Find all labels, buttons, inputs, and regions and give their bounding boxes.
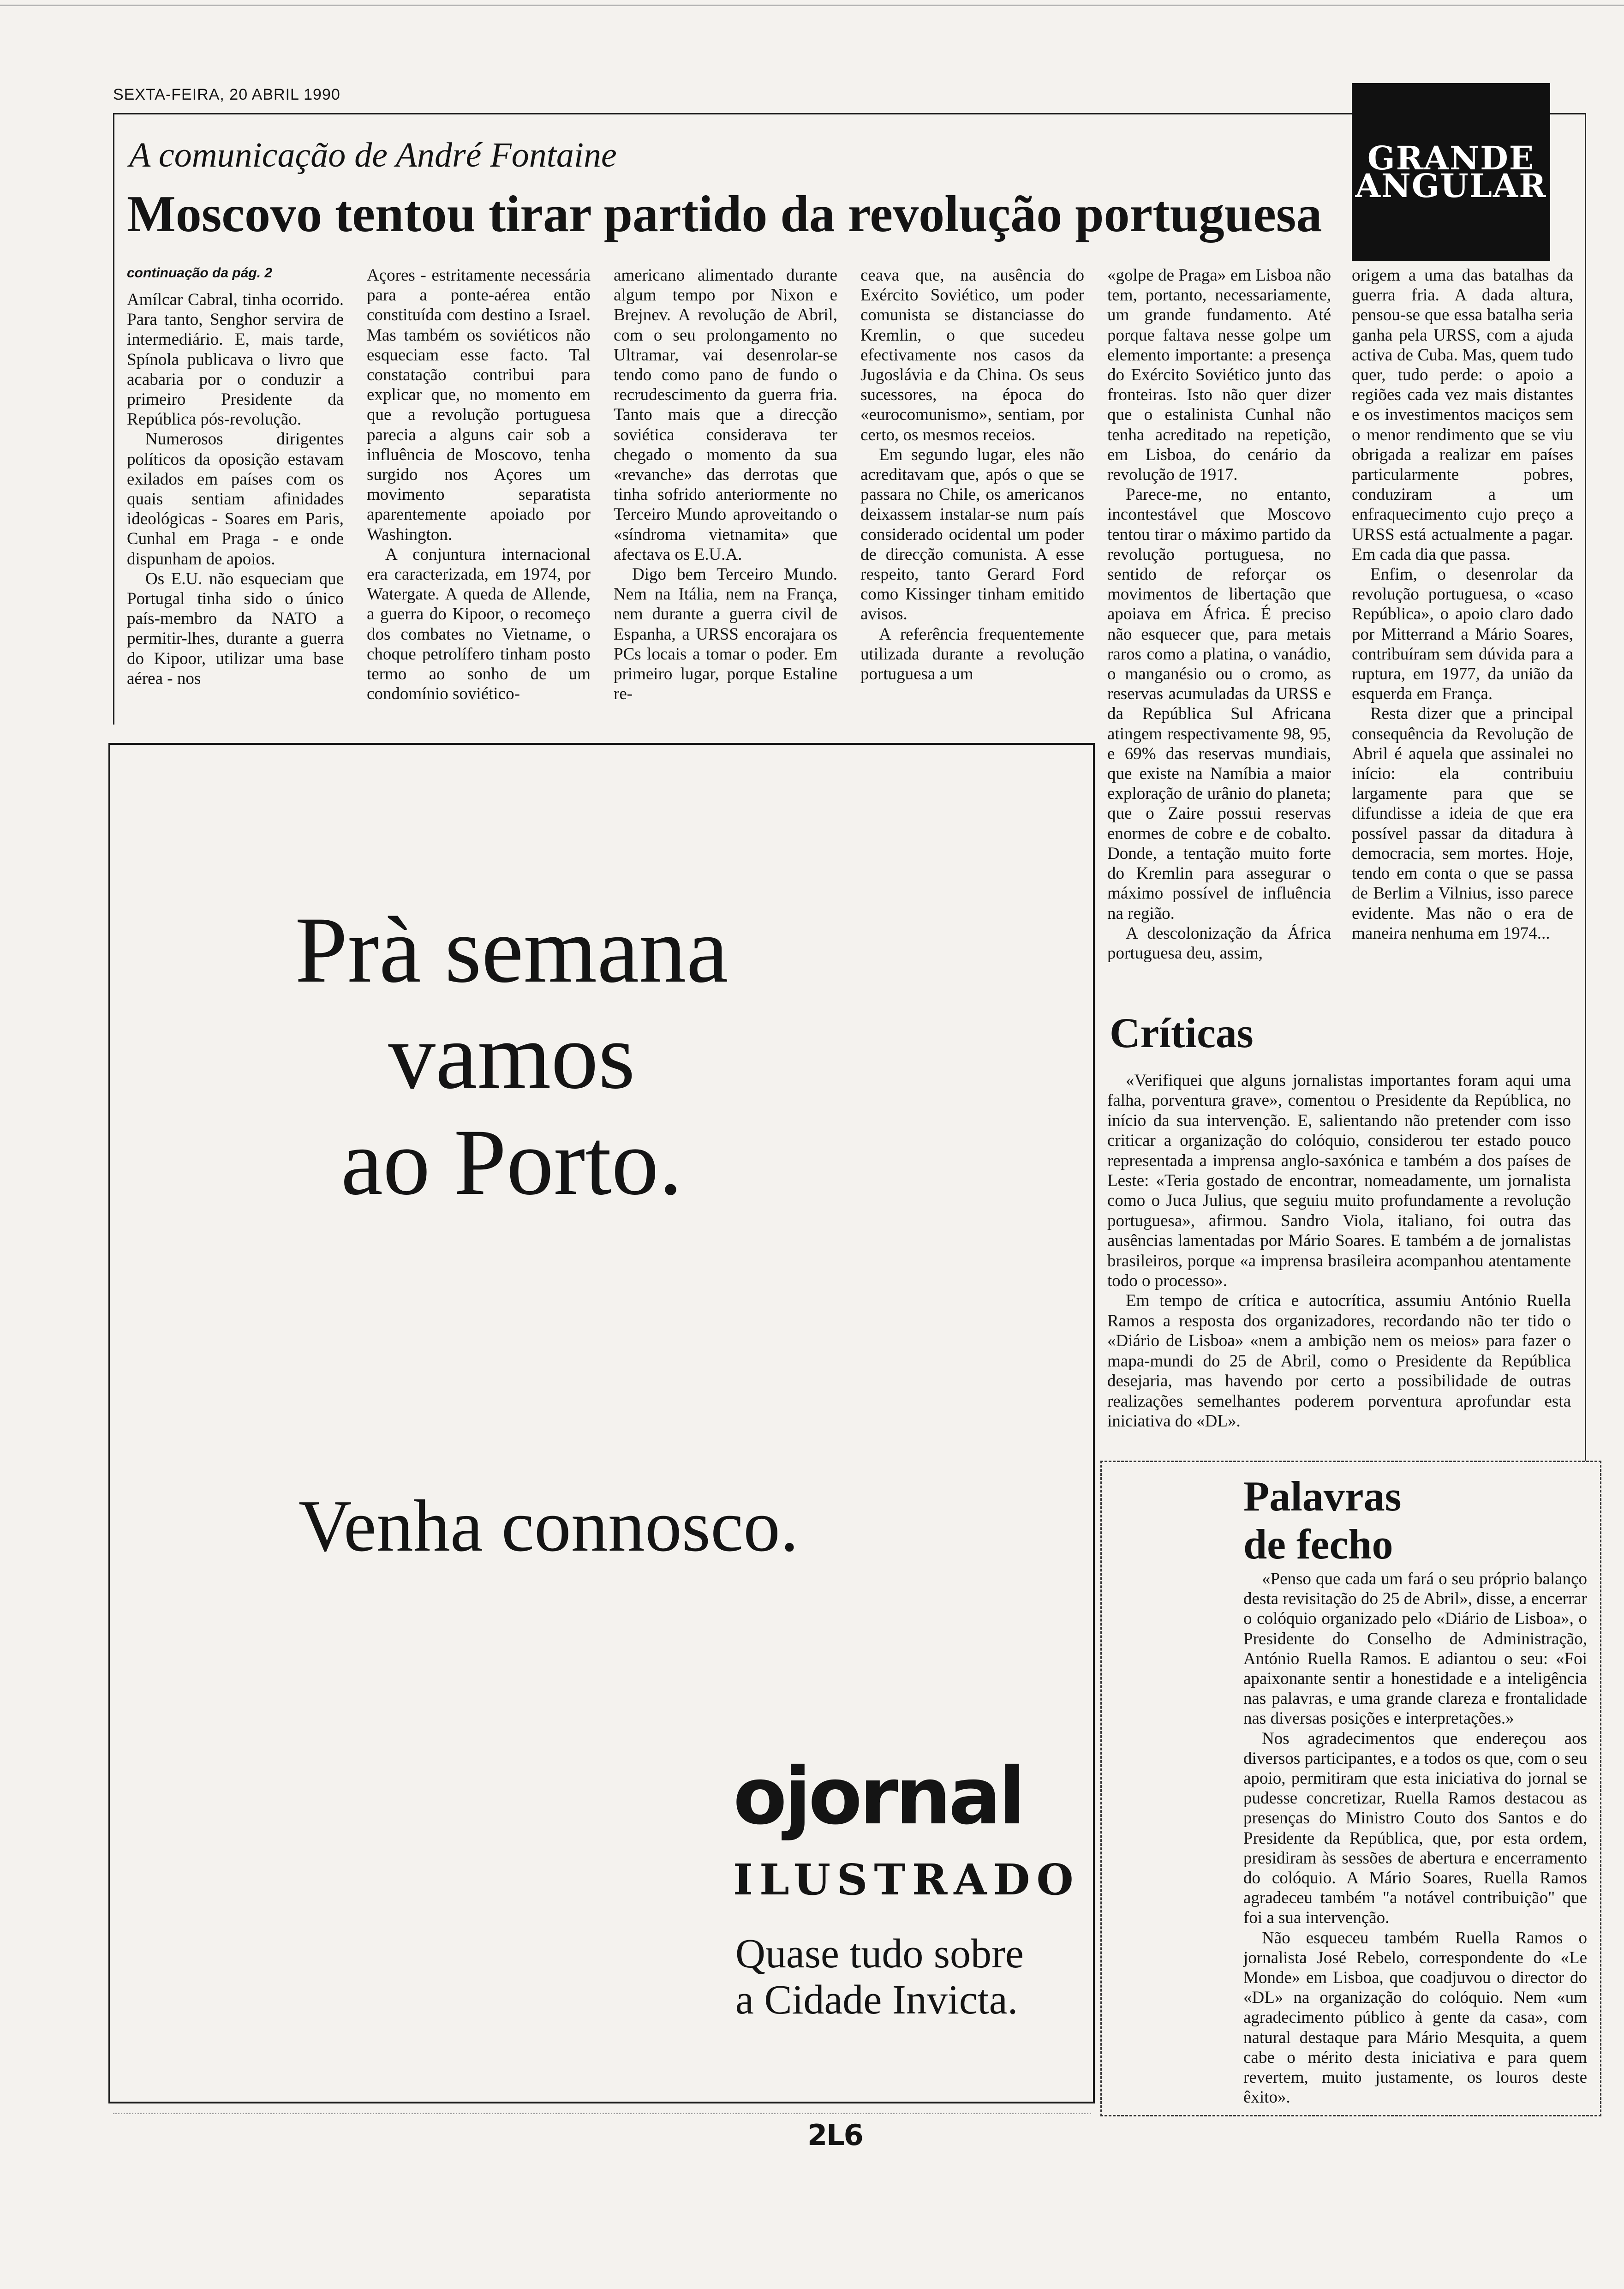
ad-logo-subtitle: ILUSTRADO [733, 1855, 1080, 1905]
criticas-heading: Críticas [1110, 1009, 1254, 1056]
article-column-1 [127, 290, 344, 689]
paragraph: americano alimentado durante algum tempo por Nixon e Brejnev. A revolução de Abril, com o seu prolongamento no Ultramar, vai desenrolar-se tendo como pano de fundo o recrudescimento da guerra fria. Tanto mais que a direcção soviética considerava ter chegado o momento da sua «revanche» das derrotas que tinha sofrido anteriormente no Terceiro Mundo aproveitando o «síndroma vietnamita» que afectava os E.U.A. [614, 266, 837, 564]
paragraph: Amílcar Cabral, tinha ocorrido. Para tanto, Senghor servira de intermediário. E, mais tarde, Spínola publicava o livro que acabaria por o conduzir a primeiro Presidente da República pós-revolução. [127, 290, 344, 429]
dateline: SEXTA-FEIRA, 20 ABRIL 1990 [113, 86, 340, 103]
paragraph: Numerosos dirigentes políticos da oposição estavam exilados em países com os quais sentiam afinidades ideológicas - Soares em Paris, Cunhal em Praga - e onde dispunham de apoios. [127, 430, 344, 569]
ad-tagline-line-2: a Cidade Invicta. [735, 1977, 1018, 2023]
ad-tagline [735, 1931, 1086, 2023]
paragraph: Em segundo lugar, eles não acreditavam que, após o que se passara no Chile, os americanos deixassem instalar-se num país considerado ocidental um poder de direcção comunista. A esse respeito, tanto Gerard Ford como Kissinger tinham emitido avisos. [860, 445, 1084, 624]
paragraph: Os E.U. não esqueciam que Portugal tinha sido o único país-membro da NATO a permitir-lhes, durante a guerra do Kipoor, utilizar uma base aérea - nos [127, 569, 344, 688]
article-headline: Moscovo tentou tirar partido da revolução portuguesa [127, 186, 1322, 243]
paragraph: «golpe de Praga» em Lisboa não tem, portanto, necessariamente, um grande fundamento. Até porque faltava nesse golpe um elemento importante: a presença do Exército Soviético junto das fronteiras. Isto não quer dizer que o estalinista Cunhal não tenha acreditado na repetição, em Lisboa, do cenário da revolução de 1917. [1107, 266, 1331, 485]
continuation-note: continuação da pág. 2 [127, 265, 273, 281]
paragraph: A conjuntura internacional era caracterizada, em 1974, por Watergate. A queda de Allende, a guerra do Kipoor, o recomeço dos combates no Vietname, o choque petrolífero tinham posto termo ao sonho de um condomínio soviético- [367, 545, 591, 704]
paragraph: origem a uma das batalhas da guerra fria. A dada altura, pensou-se que essa batalha seria ganha pela URSS, com a ajuda activa de Cuba. Mas, quem tudo quer, tudo perde: o apoio a regiões cada vez mais distantes e os investimentos maciços sem o menor rendimento que se viu obrigada a realizar em países particularmente pobres, conduziram a um enfraquecimento cujo preço a URSS está actualmente a pagar. Em cada dia que passa. [1352, 266, 1573, 564]
criticas-body [1107, 1071, 1571, 1431]
article-column-3 [614, 265, 837, 704]
paragraph: Digo bem Terceiro Mundo. Nem na Itália, nem na França, nem durante a guerra civil de Espanha, a URSS encorajara os PCs locais a tomar o poder. Em primeiro lugar, porque Estaline re- [614, 565, 837, 704]
grande-angular-badge [1352, 83, 1550, 261]
article-column-6 [1352, 265, 1573, 943]
ad-headline-line-3: ao Porto. [340, 1110, 683, 1215]
ad-headline [115, 897, 908, 1216]
ad-subline: Venha connosco. [298, 1485, 799, 1567]
advertisement [108, 743, 1095, 2103]
paragraph: ceava que, na ausência do Exército Soviético, um poder comunista se distanciasse do Kremlin, o que sucedeu efectivamente nos casos da Jugoslávia e da China. Os seus sucessores, na época do «eurocomunismo», sentiam, por certo, os mesmos receios. [860, 266, 1084, 444]
top-rule [0, 5, 1624, 6]
paragraph: Enfim, o desenrolar da revolução portuguesa, o «caso República», o apoio claro dado por Mitterrand a Mário Soares, contribuíram sem dúvida para a ruptura, em 1977, da união da esquerda em França. [1352, 565, 1573, 704]
article-frame-right-rule [1585, 113, 1586, 1461]
ad-headline-line-2: vamos [388, 1004, 635, 1109]
paragraph: A referência frequentemente utilizada durante a revolução portuguesa a um [860, 624, 1084, 684]
badge-line-2: ANGULAR [1355, 166, 1547, 205]
footer-rule [113, 2113, 1091, 2114]
paragraph: «Penso que cada um fará o seu próprio balanço desta revisitação do 25 de Abril», disse, a encerrar o colóquio organizado pelo «Diário de Lisboa», o Presidente do Conselho de Administração, António Ruella Ramos. E adiantou o seu: «Foi apaixonante sentir a honestidade e a inteligência nas palavras, e uma grande clareza e frontalidade nas diversas posições e interpretações.» [1243, 1570, 1587, 1728]
ad-logo: ojornal [733, 1751, 1023, 1842]
fecho-heading-line-1: Palavras [1243, 1473, 1402, 1520]
paragraph: Resta dizer que a principal consequência da Revolução de Abril é aquela que assinalei no início: ela contribuiu largamente para que se difundisse a ideia de que era possível passar da ditadura à democracia, sem mortes. Hoje, tendo em conta o que se passa de Berlim a Vilnius, isso parece evidente. Mas não o era de maneira nenhuma em 1974... [1352, 704, 1573, 943]
ad-tagline-line-1: Quase tudo sobre [735, 1931, 1024, 1977]
paragraph: A descolonização da África portuguesa deu, assim, [1107, 923, 1331, 963]
article-kicker: A comunicação de André Fontaine [129, 136, 617, 174]
fecho-body [1243, 1569, 1587, 2107]
fecho-heading [1243, 1472, 1401, 1568]
article-column-5 [1107, 265, 1331, 963]
paragraph: Açores - estritamente necessária para a ponte-aérea então constituída com destino a Israel. Mas também os soviéticos não esqueciam esse facto. Tal constatação contribui para explicar que, no momento em que a revolução portuguesa parecia a alguns cair sob a influência de Moscovo, tenha surgido nos Açores um movimento separatista aparentemente apoiado por Washington. [367, 266, 591, 544]
article-column-4 [860, 265, 1084, 684]
paragraph: Não esqueceu também Ruella Ramos o jornalista José Rebelo, correspondente do «Le Monde» em Lisboa, que coadjuvou o director do «DL» na organização do colóquio. Nem «um agradecimento público à gente da casa», com natural destaque para Mário Mesquita, a quem cabe o mérito desta iniciativa e para quem revertem, muito justamente, os louros deste êxito». [1243, 1928, 1587, 2107]
paragraph: «Verifiquei que alguns jornalistas importantes foram aqui uma falha, porventura grave», comentou o Presidente da República, no início da sua intervenção. E, salientando não pretender com isso criticar a organização do colóquio, considerou ter estado pouco representada a imprensa anglo-saxónica e também a dos países de Leste: «Teria gostado de encontrar, nomeadamente, um jornalista como o Juca Julius, que seguiu muito profundamente a revolução portuguesa», afirmou. Sandro Viola, italiano, foi outra das ausências lamentadas por Mário Soares. E também a de jornalistas brasileiros, porque «a imprensa brasileira acompanhou atentamente todo o processo». [1107, 1071, 1571, 1291]
badge-line-1: GRANDE [1367, 139, 1535, 177]
article-column-2 [367, 265, 591, 704]
fecho-heading-line-2: de fecho [1243, 1521, 1393, 1568]
ad-headline-line-1: Prà semana [295, 898, 728, 1002]
page-number: 2L6 [807, 2118, 863, 2152]
paragraph: Em tempo de crítica e autocrítica, assumiu António Ruella Ramos a resposta dos organizadores, recordando não ter tido o «Diário de Lisboa» «nem a ambição nem os meios» para fazer o mapa-mundi do 25 de Abril, como o Presidente da República desejaria, mas havendo por certo a possibilidade de outras realizações semelhantes poderem porventura aprofundar esta iniciativa do «DL». [1107, 1291, 1571, 1431]
paragraph: Nos agradecimentos que endereçou aos diversos participantes, e a todos os que, com o seu apoio, permitiram que esta iniciativa do jornal se pudesse concretizar, Ruella Ramos destacou as presenças do Ministro Couto dos Santos e do Presidente da República, que, por esta ordem, presidiram às sessões de abertura e encerramento do colóquio. A Mário Soares, Ruella Ramos agradeceu também "a notável contribuição" que foi a sua intervenção. [1243, 1729, 1587, 1928]
paragraph: Parece-me, no entanto, incontestável que Moscovo tentou tirar o máximo partido da revolução portuguesa, no sentido de reforçar os movimentos de libertação que apoiava em África. É preciso não esquecer que, para metais raros como a platina, o vanádio, o manganésio ou o cromo, as reservas acumuladas da URSS e da República Sul Africana atingem respectivamente 98, 95, e 69% das reservas mundiais, que existe na Namíbia a maior exploração de urânio do planeta; que o Zaire possui reservas enormes de cobre e de cobalto. Donde, a tentação muito forte do Kremlin para assegurar o máximo possível de influência na região. [1107, 485, 1331, 923]
